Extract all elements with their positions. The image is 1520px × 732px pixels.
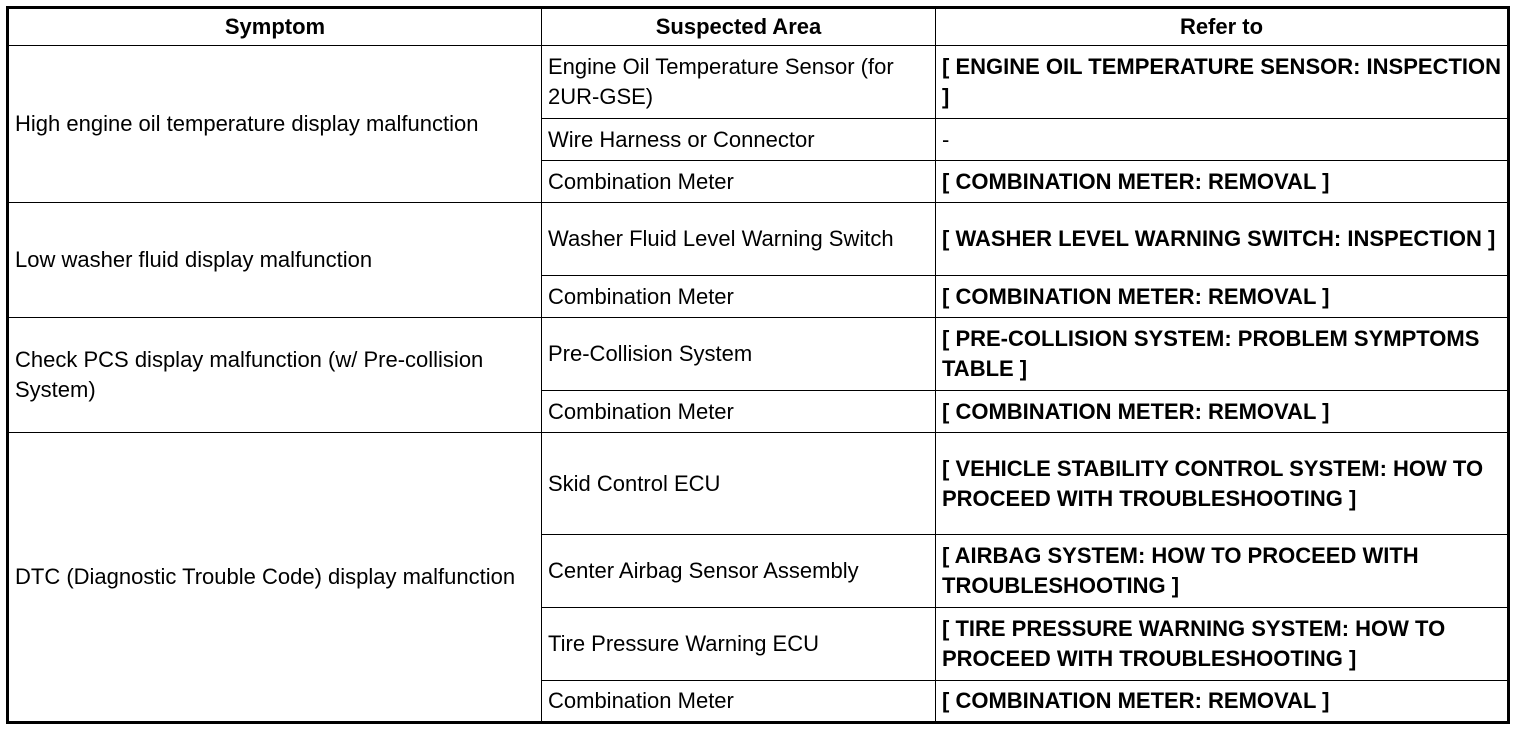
suspected-area-cell: Skid Control ECU [542, 433, 936, 535]
symptom-cell: High engine oil temperature display malfunction [8, 46, 542, 203]
refer-to-cell: - [936, 119, 1509, 161]
suspected-area-cell: Combination Meter [542, 276, 936, 318]
suspected-area-cell: Combination Meter [542, 681, 936, 723]
refer-to-link[interactable]: [ ENGINE OIL TEMPERATURE SENSOR: INSPECTION ] [936, 46, 1509, 119]
suspected-area-cell: Combination Meter [542, 391, 936, 433]
suspected-area-cell: Tire Pressure Warning ECU [542, 608, 936, 681]
refer-to-link[interactable]: [ COMBINATION METER: REMOVAL ] [936, 681, 1509, 723]
symptom-cell: Low washer fluid display malfunction [8, 203, 542, 318]
suspected-area-cell: Combination Meter [542, 161, 936, 203]
symptom-cell: Check PCS display malfunction (w/ Pre-collision System) [8, 318, 542, 433]
table-row [8, 46, 1509, 119]
refer-to-link[interactable]: [ COMBINATION METER: REMOVAL ] [936, 161, 1509, 203]
header-symptom: Symptom [8, 8, 542, 46]
suspected-area-cell: Center Airbag Sensor Assembly [542, 535, 936, 608]
suspected-area-cell: Pre-Collision System [542, 318, 936, 391]
refer-to-link[interactable]: [ COMBINATION METER: REMOVAL ] [936, 276, 1509, 318]
refer-to-link[interactable]: [ COMBINATION METER: REMOVAL ] [936, 391, 1509, 433]
refer-to-link[interactable]: [ TIRE PRESSURE WARNING SYSTEM: HOW TO PROCEED WITH TROUBLESHOOTING ] [936, 608, 1509, 681]
table-row [8, 318, 1509, 391]
refer-to-link[interactable]: [ WASHER LEVEL WARNING SWITCH: INSPECTION ] [936, 203, 1509, 276]
table-row [8, 433, 1509, 535]
suspected-area-cell: Wire Harness or Connector [542, 119, 936, 161]
refer-to-link[interactable]: [ AIRBAG SYSTEM: HOW TO PROCEED WITH TROUBLESHOOTING ] [936, 535, 1509, 608]
problem-symptoms-table [6, 6, 1510, 724]
header-refer-to: Refer to [936, 8, 1509, 46]
header-suspected-area: Suspected Area [542, 8, 936, 46]
refer-to-link[interactable]: [ VEHICLE STABILITY CONTROL SYSTEM: HOW TO PROCEED WITH TROUBLESHOOTING ] [936, 433, 1509, 535]
suspected-area-cell: Engine Oil Temperature Sensor (for 2UR-GSE) [542, 46, 936, 119]
table-header-row [8, 8, 1509, 46]
refer-to-link[interactable]: [ PRE-COLLISION SYSTEM: PROBLEM SYMPTOMS TABLE ] [936, 318, 1509, 391]
suspected-area-cell: Washer Fluid Level Warning Switch [542, 203, 936, 276]
symptom-cell: DTC (Diagnostic Trouble Code) display malfunction [8, 433, 542, 723]
table-row [8, 203, 1509, 276]
